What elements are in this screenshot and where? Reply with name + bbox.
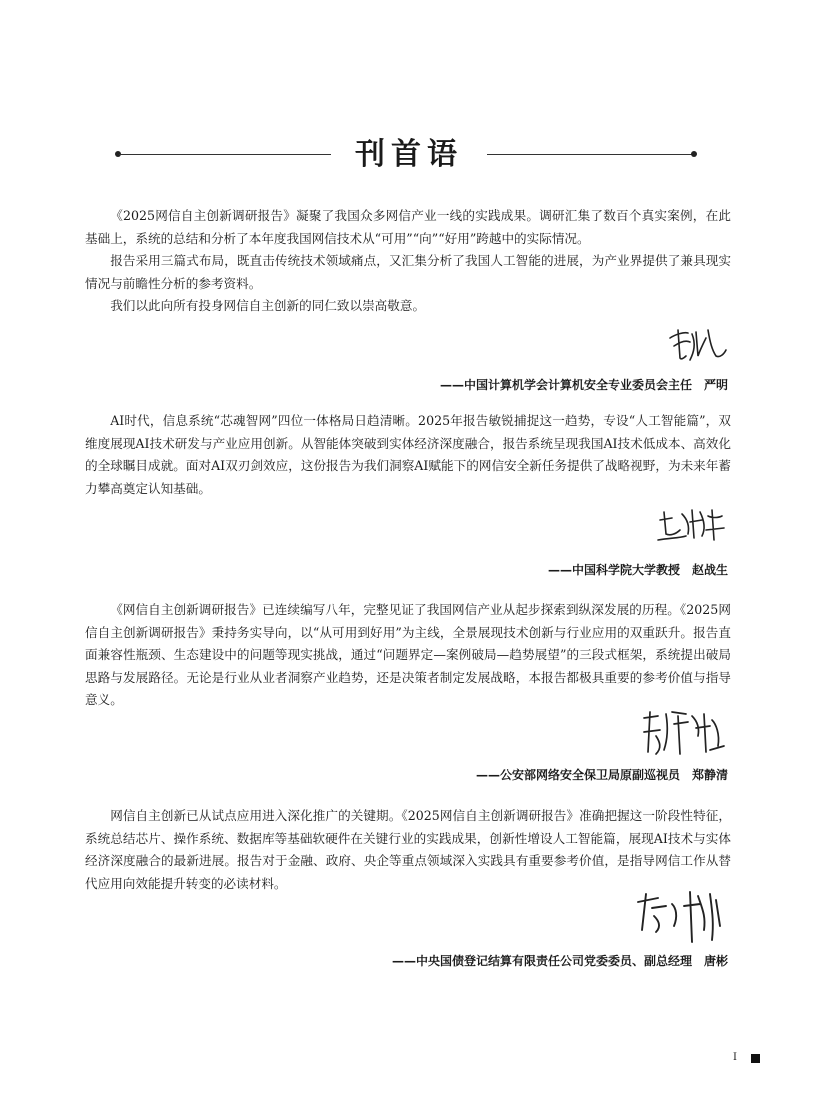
title-rule-right <box>487 154 693 155</box>
page-title: 刊首语 <box>355 137 463 172</box>
paragraph: 《网信自主创新调研报告》已连续编写八年，完整见证了我国网信产业从起步探索到纵深发展的历程。《2025网信自主创新调研报告》秉持务实导向，以“从可用到好用”为主线，全景展现技术创新与行业应用的双重跃升。报告直面兼容性瓶颈、生态建设中的问题等现实挑战，通过“问题界定—案例破局—趋势展望”的三段式框架，系统提出破局思路与发展路径。无论是行业从业者洞察产业趋势，还是决策者制定发展战略，本报告都极具重要的参考价值与指导意义。 <box>85 602 731 707</box>
title-dot-right <box>691 151 697 157</box>
signature-image <box>632 886 724 946</box>
page-marker-square <box>751 1054 760 1063</box>
paragraph: 《2025网信自主创新调研报告》凝聚了我国众多网信产业一线的实践成果。调研汇集了数百个真实案例，在此基础上，系统的总结和分析了本年度我国网信技术从“可用”“向”“好用”跨越中的实际情况。 <box>85 208 731 246</box>
foreword-section-2 <box>85 410 731 500</box>
signature-image <box>666 320 728 364</box>
signature-image <box>656 500 726 546</box>
title-row <box>115 136 701 176</box>
attribution: ——中国科学院大学教授 赵战生 <box>547 563 728 577</box>
foreword-section-4 <box>85 805 731 895</box>
attribution: ——中央国债登记结算有限责任公司党委委员、副总经理 唐彬 <box>391 954 728 968</box>
attribution: ——中国计算机学会计算机安全专业委员会主任 严明 <box>439 378 728 392</box>
attribution: ——公安部网络安全保卫局原副巡视员 郑静清 <box>475 768 728 782</box>
paragraph: 报告采用三篇式布局，既直击传统技术领域痛点，又汇集分析了我国人工智能的进展，为产业界提供了兼具现实情况与前瞻性分析的参考资料。 <box>85 253 731 291</box>
paragraph: AI时代，信息系统“芯魂智网”四位一体格局日趋清晰。2025年报告敏锐捕捉这一趋势，专设“人工智能篇”，双维度展现AI技术研发与产业应用创新。从智能体突破到实体经济深度融合，报告系统呈现我国AI技术低成本、高效化的全球瞩目成就。面对AI双刃剑效应，这份报告为我们洞察AI赋能下的网信安全新任务提供了战略视野，为未来年蓄力攀高奠定认知基础。 <box>85 413 731 496</box>
signature-image <box>640 706 726 758</box>
page-number: I <box>733 1052 737 1063</box>
paragraph: 网信自主创新已从试点应用进入深化推广的关键期。《2025网信自主创新调研报告》准确把握这一阶段性特征，系统总结芯片、操作系统、数据库等基础软硬件在关键行业的实践成果，创新性增设人工智能篇，展现AI技术与实体经济深度融合的最新进展。报告对于金融、政府、央企等重点领域深入实践具有重要参考价值，是指导网信工作从替代应用向效能提升转变的必读材料。 <box>85 808 731 891</box>
paragraph: 我们以此向所有投身网信自主创新的同仁致以崇高敬意。 <box>110 298 426 313</box>
title-rule-left <box>119 154 331 155</box>
foreword-section-1 <box>85 205 731 318</box>
foreword-section-3 <box>85 599 731 712</box>
